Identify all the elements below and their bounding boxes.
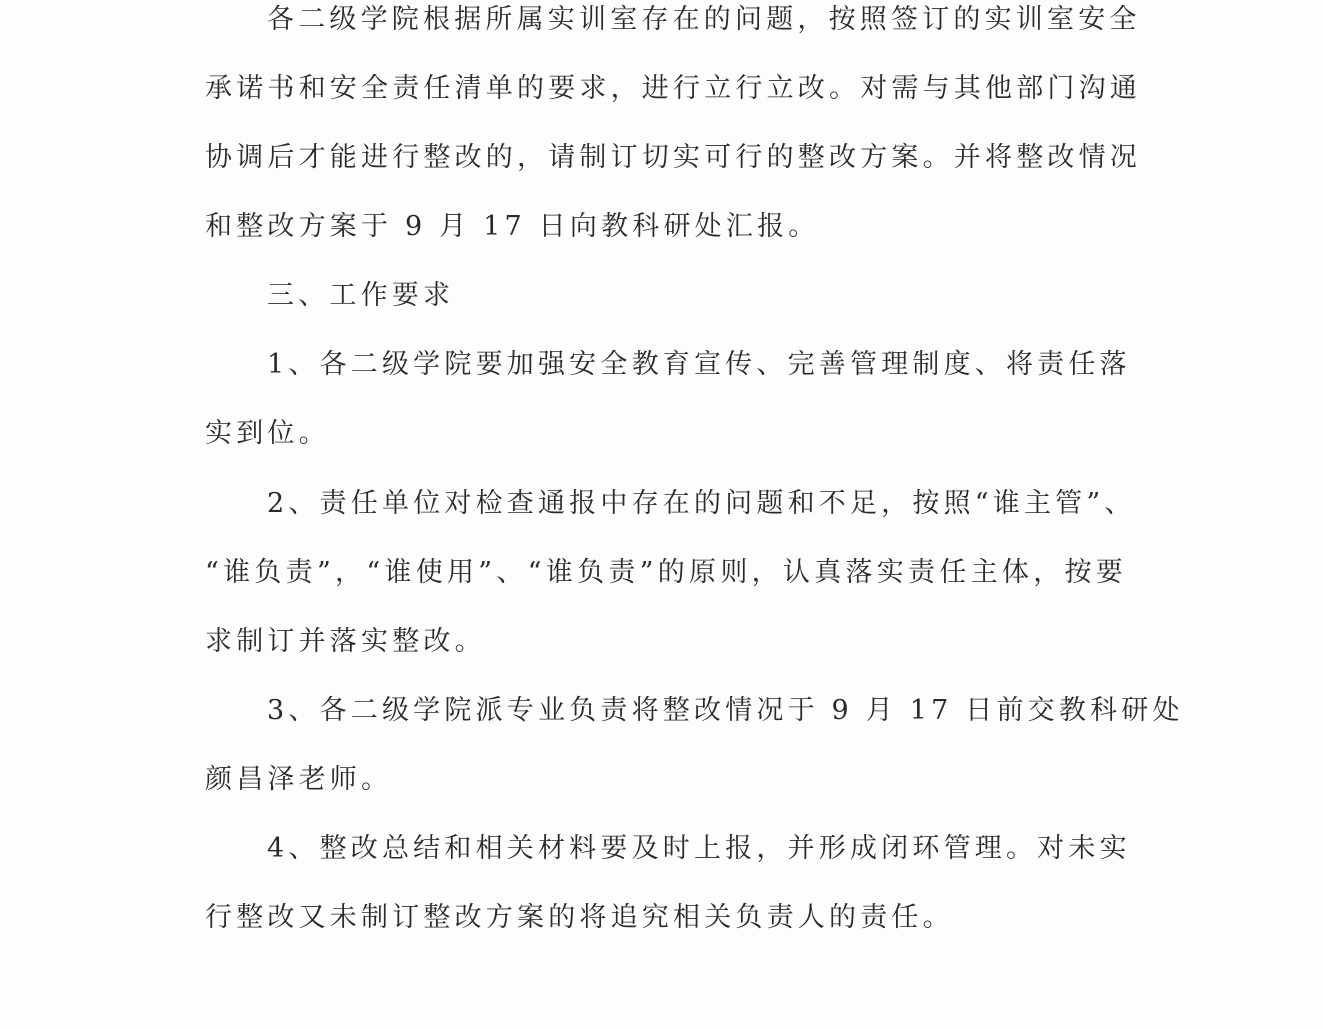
list-item-line: 求制订并落实整改。 bbox=[205, 626, 486, 657]
paragraph-line: 和整改方案于 9 月 17 日向教科研处汇报。 bbox=[205, 211, 820, 242]
list-item-line: 2、责任单位对检查通报中存在的问题和不足，按照“谁主管”、 bbox=[267, 488, 1136, 519]
paragraph-line: 各二级学院根据所属实训室存在的问题，按照签订的实训室安全 bbox=[267, 4, 1141, 35]
list-item-line: 颜昌泽老师。 bbox=[205, 764, 393, 795]
paragraph-line: 协调后才能进行整改的，请制订切实可行的整改方案。并将整改情况 bbox=[205, 142, 1141, 173]
paragraph-line: 承诺书和安全责任清单的要求，进行立行立改。对需与其他部门沟通 bbox=[205, 73, 1141, 104]
list-item-line: 行整改又未制订整改方案的将追究相关负责人的责任。 bbox=[205, 902, 954, 933]
list-item-line: 1、各二级学院要加强安全教育宣传、完善管理制度、将责任落 bbox=[267, 349, 1131, 380]
section-heading: 三、工作要求 bbox=[267, 280, 455, 311]
list-item-line: 4、整改总结和相关材料要及时上报，并形成闭环管理。对未实 bbox=[267, 833, 1131, 864]
list-item-line: 3、各二级学院派专业负责将整改情况于 9 月 17 日前交教科研处 bbox=[267, 695, 1184, 726]
list-item-line: “谁负责”，“谁使用”、“谁负责”的原则，认真落实责任主体，按要 bbox=[205, 557, 1127, 588]
list-item-line: 实到位。 bbox=[205, 418, 330, 449]
